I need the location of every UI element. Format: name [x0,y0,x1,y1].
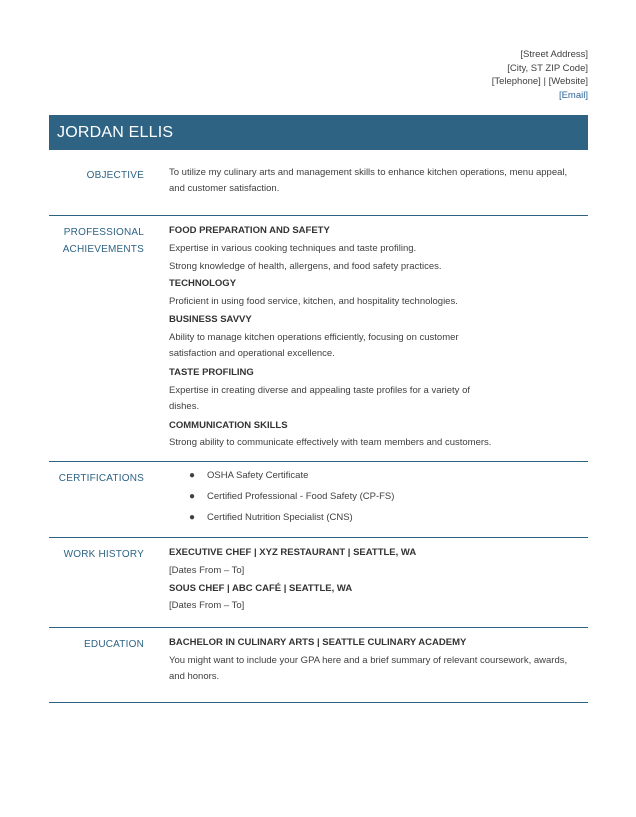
certifications-label: CERTIFICATIONS [58,473,144,484]
objective-text: To utilize my culinary arts and management skills to enhance kitchen operations, menu appeal, and customer satisfaction. [169,167,568,194]
achievement-line: Expertise in various cooking techniques and taste profiling. [169,242,417,254]
achievement-line: Ability to manage kitchen operations efficiently, focusing on customer satisfaction and operational excellence. [169,331,459,360]
achievement-line: Expertise in creating diverse and appealing taste profiles for a variety of dishes. [169,384,470,413]
education-body [169,634,584,685]
education-label: EDUCATION [84,639,144,650]
achievement-heading: BUSINESS SAVVY [169,313,252,325]
job-title: SOUS CHEF | ABC CAFÉ | SEATTLE, WA [169,582,353,594]
objective-label: OBJECTIVE [86,170,144,181]
job-title: EXECUTIVE CHEF | XYZ RESTAURANT | SEATTLE, WA [169,547,417,558]
achievements-section [49,216,588,462]
certification-text: OSHA Safety Certificate [207,470,309,481]
achievement-heading: TASTE PROFILING [169,366,254,378]
achievement-heading: FOOD PREPARATION AND SAFETY [169,225,330,236]
education-summary: You might want to include your GPA here and a brief summary of relevant coursework, awards, and honors. [169,654,568,682]
certification-text: Certified Nutrition Specialist (CNS) [207,512,353,523]
work-history-body [169,544,584,615]
achievements-label [49,224,144,258]
achievements-label-line2: ACHIEVEMENTS [62,244,144,255]
list-item [189,467,394,488]
street-address: [Street Address] [520,49,588,60]
email: [Email] [558,89,588,101]
achievements-label-line1: PROFESSIONAL [63,227,144,238]
telephone-website: [Telephone] | [Website] [491,76,588,88]
achievements-body [169,222,584,452]
job-dates: [Dates From – To] [169,564,245,576]
education-section [49,628,588,703]
list-item [189,509,394,530]
name-banner: JORDAN ELLIS [49,115,588,150]
certifications-section [49,462,588,538]
work-history-label: WORK HISTORY [63,549,144,560]
bullet-icon: ● [189,470,196,481]
city-state-zip: [City, ST ZIP Code] [507,62,588,74]
achievement-line: Proficient in using food service, kitchen, and hospitality technologies. [169,296,458,308]
certification-text: Certified Professional - Food Safety (CP-FS) [207,491,395,502]
bullet-icon: ● [189,491,196,502]
certifications-list [189,467,394,530]
job-dates: [Dates From – To] [169,600,245,612]
achievement-heading: TECHNOLOGY [169,278,237,290]
bullet-icon: ● [189,512,196,523]
achievement-line: Strong knowledge of health, allergens, and food safety practices. [169,260,442,272]
work-history-section [49,538,588,628]
list-item [189,488,394,509]
degree-title: BACHELOR IN CULINARY ARTS | SEATTLE CULINARY ACADEMY [169,637,467,648]
contact-block [492,48,588,102]
objective-section [49,150,588,216]
achievement-heading: COMMUNICATION SKILLS [169,419,288,431]
achievement-line: Strong ability to communicate effectively with team members and customers. [169,437,492,449]
